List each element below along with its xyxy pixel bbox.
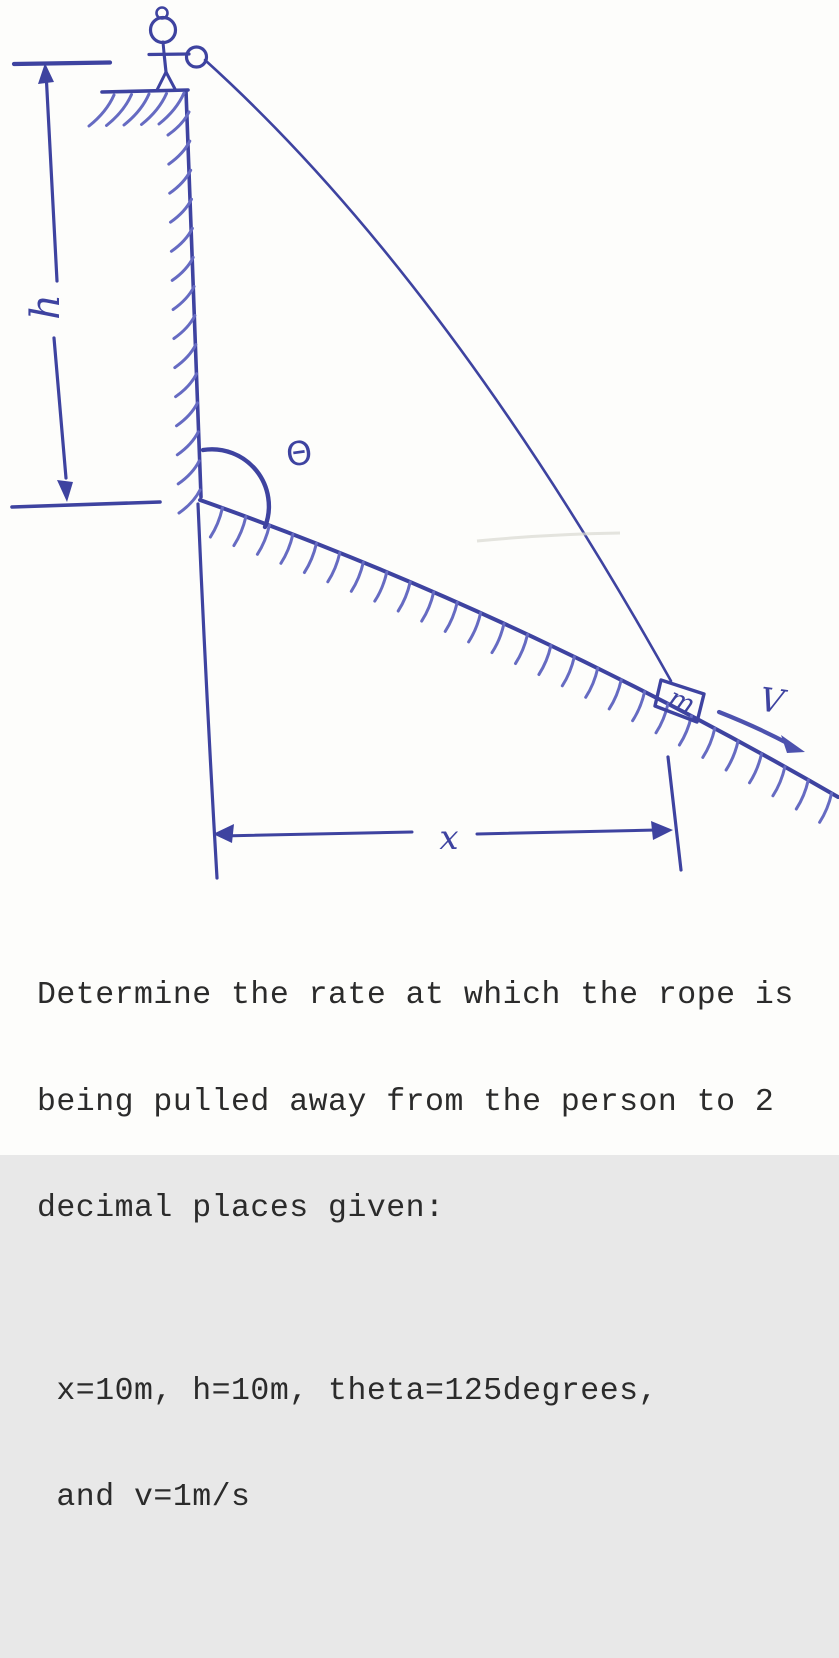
hatch-stroke	[177, 403, 198, 426]
person-leg-left	[157, 72, 166, 90]
hatch-stroke	[178, 461, 199, 484]
hatch-stroke	[234, 517, 246, 546]
problem-text	[37, 907, 794, 1658]
hatch-stroke	[609, 680, 621, 709]
h-label: h	[23, 294, 69, 320]
person-figure	[149, 8, 207, 91]
hatch-stroke	[304, 544, 316, 573]
block-m-label: m	[663, 682, 700, 721]
hatch-stroke	[445, 602, 457, 631]
hatch-stroke	[492, 624, 504, 653]
person-leg-right	[166, 72, 175, 89]
hatch-stroke	[796, 780, 808, 809]
hatch-stroke	[173, 287, 194, 310]
cliff-top-surface	[102, 90, 188, 92]
hatch-stroke	[703, 728, 715, 757]
x-right-tick	[668, 757, 681, 870]
hatch-stroke	[174, 316, 195, 339]
person-body	[164, 53, 166, 72]
problem-statement-line: decimal places given:	[37, 1191, 445, 1226]
hatch-stroke	[539, 646, 551, 675]
hatch-stroke	[750, 754, 762, 783]
angle-arc	[203, 449, 269, 527]
x-left-tick	[198, 504, 217, 878]
problem-given-line: and v=1m/s	[37, 1480, 251, 1515]
hatch-stroke	[422, 592, 434, 621]
hatch-stroke	[171, 199, 192, 222]
x-arrowhead-right-icon	[651, 821, 673, 840]
cliff-top-hatching	[89, 93, 184, 126]
h-top-reference-line	[14, 63, 110, 65]
incline-surface	[200, 500, 838, 797]
velocity-label: V	[757, 679, 787, 722]
h-arrow-upper-segment	[46, 72, 57, 281]
hatch-stroke	[375, 572, 387, 601]
incline-hatching	[210, 508, 831, 822]
problem-statement-line: Determine the rate at which the rope is	[37, 978, 794, 1013]
h-arrow-lower-segment	[54, 338, 66, 478]
hatch-stroke	[257, 525, 269, 554]
hatch-stroke	[773, 767, 785, 796]
velocity-arrowhead-icon	[781, 735, 805, 753]
hatch-stroke	[726, 741, 738, 770]
problem-statement-line: being pulled away from the person to 2	[37, 1084, 775, 1120]
hatch-stroke	[177, 432, 198, 455]
hatch-stroke	[562, 657, 574, 686]
problem-given-line: x=10m, h=10m, theta=125degrees,	[37, 1373, 658, 1409]
hatch-stroke	[159, 93, 184, 124]
person-head-icon	[151, 18, 176, 43]
paper-smudge	[477, 533, 620, 541]
person-arms	[149, 54, 189, 55]
h-arrowhead-up-icon	[38, 63, 54, 84]
h-arrowhead-down-icon	[57, 480, 73, 502]
hatch-stroke	[398, 582, 410, 611]
hatch-stroke	[328, 553, 340, 582]
hatch-stroke	[172, 257, 193, 280]
theta-label: Θ	[283, 432, 315, 475]
hatch-stroke	[469, 613, 481, 642]
person-neck	[163, 42, 164, 53]
h-bottom-reference-line	[12, 502, 160, 507]
hatch-stroke	[351, 562, 363, 591]
hatch-stroke	[633, 692, 645, 721]
hatch-stroke	[210, 508, 222, 537]
hatch-stroke	[176, 374, 197, 397]
hatch-stroke	[175, 345, 196, 368]
hatch-stroke	[820, 793, 832, 822]
hatch-stroke	[516, 635, 528, 664]
x-arrow-right-segment	[477, 830, 656, 834]
h-dimension	[12, 63, 160, 508]
hatch-stroke	[171, 228, 192, 251]
pulley-icon	[187, 47, 207, 67]
rope-line	[205, 60, 671, 681]
x-arrow-left-segment	[221, 832, 412, 836]
hatch-stroke	[281, 534, 293, 563]
hatch-stroke	[586, 668, 598, 697]
x-label: x	[439, 818, 459, 858]
